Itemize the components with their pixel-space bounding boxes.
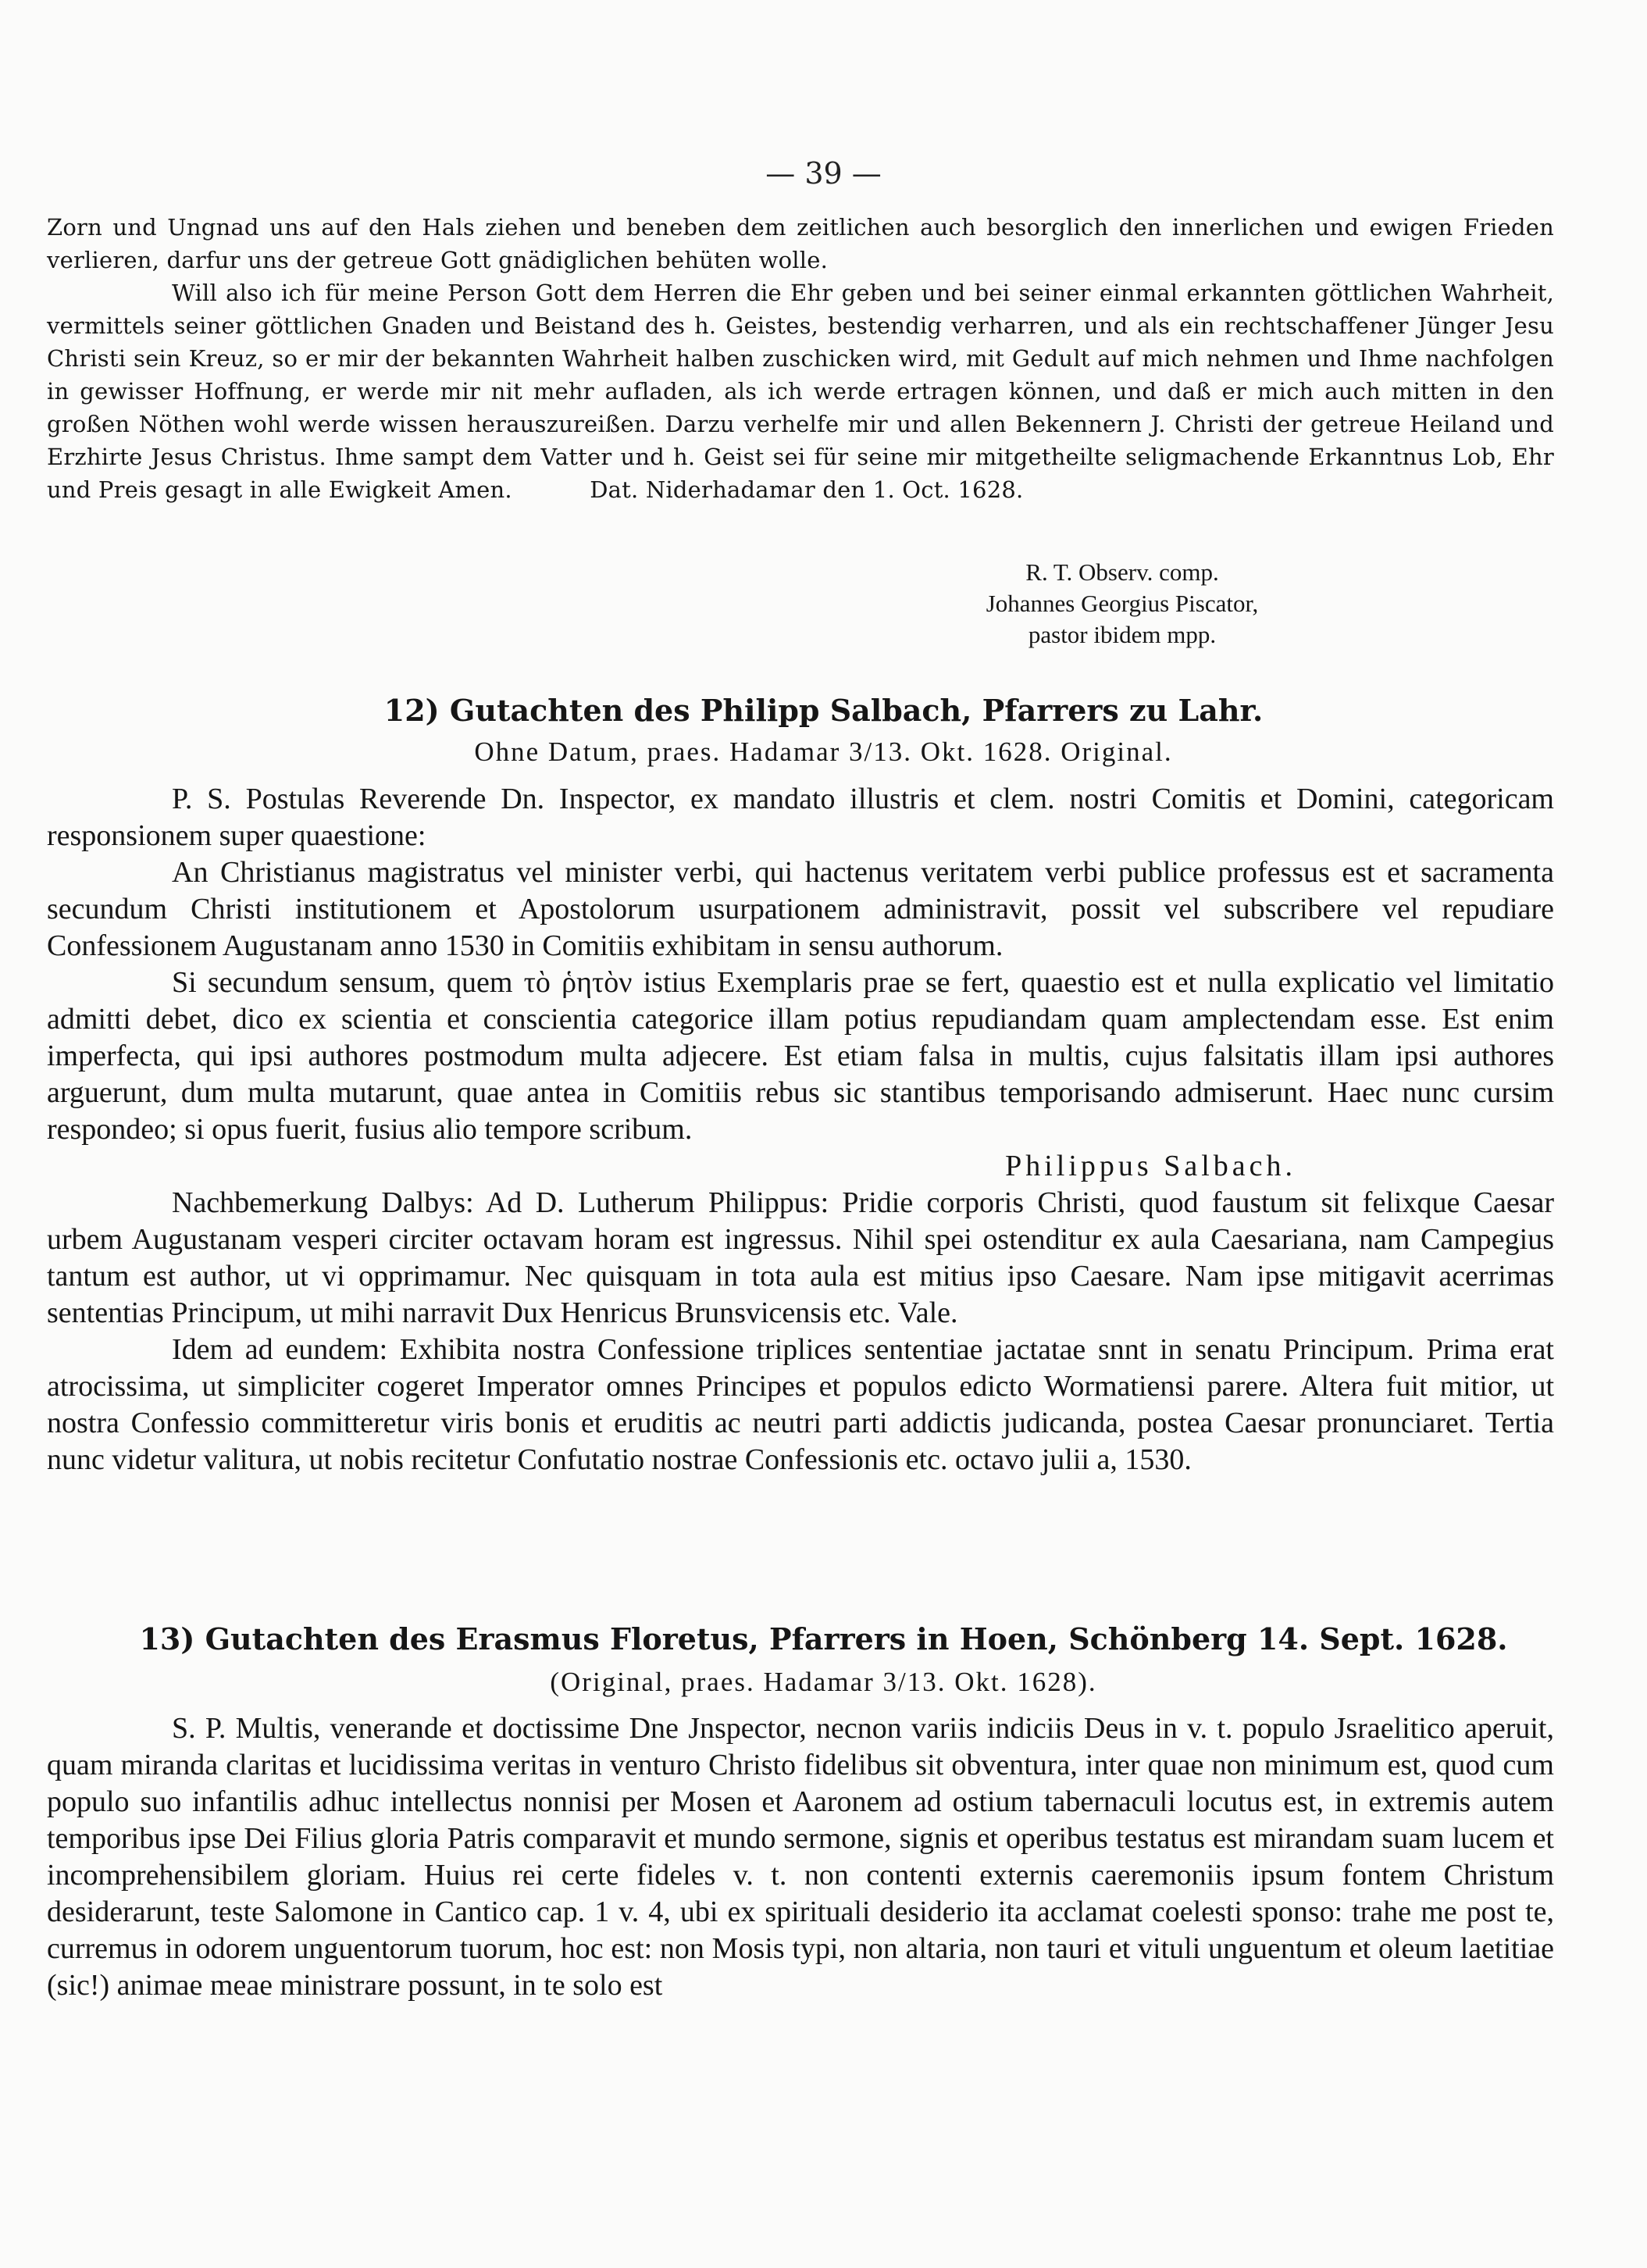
date-line: Dat. Niderhadamar den 1. Oct. 1628. — [590, 476, 1024, 503]
signature-line: pastor ibidem mpp. — [1028, 621, 1217, 648]
section-heading: 13) Gutachten des Erasmus Floretus, Pfarrers in Hoen, Schönberg 14. Sept. 1628. — [139, 1621, 1508, 1656]
paragraph: Nachbemerkung Dalbys: Ad D. Lutherum Philippus: Pridie corporis Christi, quod faustum sit felixque Caesar urbem Augustanam vesperi circiter octavam horam est ingressus. Nihil spei ostenditur ex aula Caesariana, nam Campegius tantum est author, ut vi opprimamur. Nec quisquam in tota aula est mitius ipso Caesare. Nam ipse mitigavit acerrimas sententias Principum, ut mihi narravit Dux Henricus Brunsvicensis etc. Vale. — [47, 1186, 1554, 1329]
signature: Philippus Salbach. — [1005, 1150, 1296, 1182]
section-13-body — [47, 1710, 1554, 2004]
paragraph: Zorn und Ungnad uns auf den Hals ziehen und beneben dem zeitlichen auch besorglich den innerlichen und ewigen Frieden verlieren, darfur uns der getreue Gott gnädiglichen behüten wolle. — [47, 214, 1554, 273]
paragraph: An Christianus magistratus vel minister verbi, qui hactenus veritatem verbi publice professus est et sacramenta secundum Christi institutionem et Apostolorum usurpationem administravit, possit vel subscribere vel repudiare Confessionem Augustanam anno 1530 in Comitiis exhibitam in sensu authorum. — [47, 856, 1554, 962]
section-subheading: Ohne Datum, praes. Hadamar 3/13. Okt. 1628. Original. — [474, 736, 1173, 767]
paragraph: Si secundum sensum, quem τὸ ῥητὸν istius Exemplaris prae se fert, quaestio est et nulla explicatio vel limitatio admitti debet, dico ex scientia et conscientia categorice illam potius repudiandam quam amplectendam esse. Est enim imperfecta, qui ipsi authores postmodum multa adjecere. Est etiam falsa in multis, cujus falsitatis illam ipsi authores arguerunt, dum multa mutarunt, quae antea in Comitiis rebus sic stantibus temporisando admiserunt. Haec nunc cursim respondeo; si opus fuerit, fusius alio tempore scribum. — [47, 966, 1554, 1146]
paragraph — [47, 276, 1554, 506]
signature-block — [888, 557, 1356, 651]
paragraph: Idem ad eundem: Exhibita nostra Confessione triplices sententiae jactatae snnt in senatu Principum. Prima erat atrocissima, ut simpliciter cogeret Imperator omnes Principes et populos edicto Wormatiensi parere. Altera fuit mitior, ut nostra Confessio committeretur viris bonis et eruditis ac neutri parti addictis judicanda, postea Caesar pronunciaret. Tertia nunc videtur valitura, ut nobis recitetur Confutatio nostrae Confessionis etc. octavo julii a, 1530. — [47, 1333, 1554, 1476]
section-subheading: (Original, praes. Hadamar 3/13. Okt. 1628). — [550, 1667, 1097, 1697]
paragraph: S. P. Multis, venerande et doctissime Dne Jnspector, necnon variis indiciis Deus in v. t. populo Jsraelitico aperuit, quam miranda claritas et lucidissima veritas in venturo Christo fidelibus sit obventura, inter quae non minimum est, quod cum populo suo infantilis adhuc intellectus nonnisi per Mosen et Aaronem ad ostium tabernaculi locutus est, in extremis autem temporibus ipse Dei Filius gloria Patris comparavit et mundo sermone, signis et operibus testatus est mirandam suam lucem et incomprehensibilem gloriam. Huius rei certe fideles v. t. non contenti externis caeremoniis ipsum fontem Christum desiderarunt, teste Salomone in Cantico cap. 1 v. 4, ubi ex spirituali desiderio ita acclamat coelesti sponso: trahe me post te, curremus in odorem unguentorum tuorum, hoc est: non Mosis typi, non altaria, non tauri et vituli unguentum et oleum laetitiae (sic!) animae meae ministrare possunt, in te solo est — [47, 1712, 1554, 2002]
page-number: — 39 — — [765, 156, 882, 191]
paragraph: P. S. Postulas Reverende Dn. Inspector, ex mandato illustris et clem. nostri Comitis et Domini, categoricam responsionem super quaestione: — [47, 783, 1554, 852]
section-12-body — [47, 781, 1554, 1478]
letter-end — [47, 211, 1554, 506]
section-heading: 12) Gutachten des Philipp Salbach, Pfarrers zu Lahr. — [383, 693, 1264, 728]
signature-line: Johannes Georgius Piscator, — [986, 590, 1259, 617]
paragraph-text: Will also ich für meine Person Gott dem Herren die Ehr geben und bei seiner einmal erkannten göttlichen Wahrheit, vermittels seiner göttlichen Gnaden und Beistand des h. Geistes, bestendig verharren, und als ein rechtschaffener Jünger Jesu Christi sein Kreuz, so er mir der bekannten Wahrheit halben zuschicken wird, mit Gedult auf mich nehmen und Ihme nachfolgen in gewisser Hoffnung, er werde mir nit mehr aufladen, als ich werde ertragen können, und daß er mich auch mitten in den großen Nöthen wohl werde wissen herauszureißen. Darzu verhelfe mir und allen Bekennern J. Christi der getreue Heiland und Erzhirte Jesus Christus. Ihme sampt dem Vatter und h. Geist sei für seine mir mitgetheilte seligmachende Erkanntnus Lob, Ehr und Preis gesagt in alle Ewigkeit Amen. — [47, 280, 1554, 503]
signature-line: R. T. Observ. comp. — [1025, 558, 1219, 586]
